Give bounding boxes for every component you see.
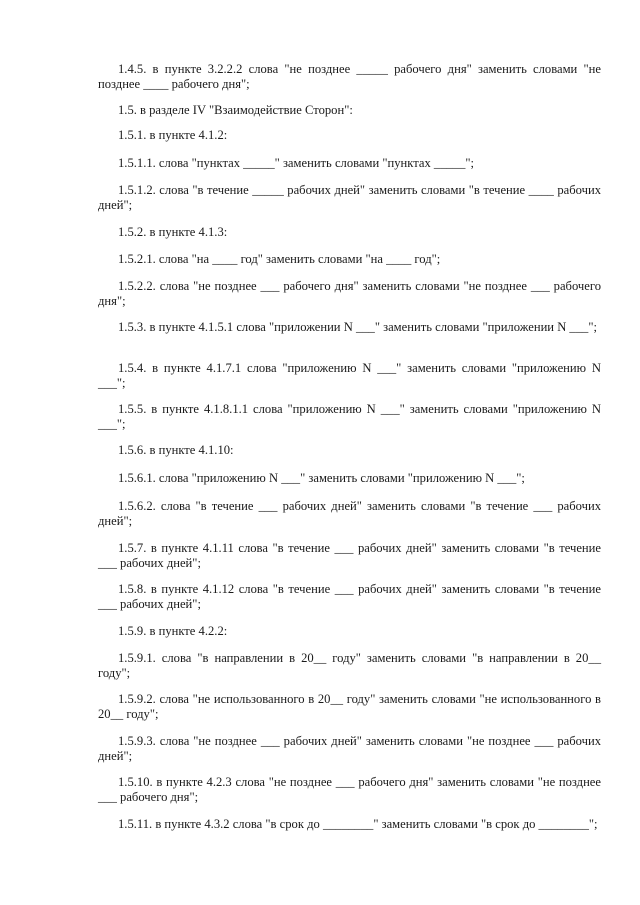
paragraph-1-5-1-2: 1.5.1.2. слова "в течение _____ рабочих дней" заменить словами "в течение ____ рабочих дней"; [98, 183, 601, 212]
paragraph-1-5-2-2: 1.5.2.2. слова "не позднее ___ рабочего дня" заменить словами "не позднее ___ рабочего дня"; [98, 279, 601, 308]
paragraph-1-5-9-1: 1.5.9.1. слова "в направлении в 20__ году" заменить словами "в направлении в 20__ году"; [98, 651, 601, 680]
paragraph-1-5-6-2: 1.5.6.2. слова "в течение ___ рабочих дней" заменить словами "в течение ___ рабочих дней"; [98, 499, 601, 528]
paragraph-1-5-6-1: 1.5.6.1. слова "приложению N ___" заменить словами "приложению N ___"; [118, 471, 525, 485]
paragraph-1-5-5: 1.5.5. в пункте 4.1.8.1.1 слова "приложению N ___" заменить словами "приложению N ___"; [98, 402, 601, 431]
paragraph-1-5-8: 1.5.8. в пункте 4.1.12 слова "в течение ___ рабочих дней" заменить словами "в течение ___ рабочих дней"; [98, 582, 601, 611]
paragraph-1-5-2: 1.5.2. в пункте 4.1.3: [118, 225, 228, 239]
paragraph-1-5-1: 1.5.1. в пункте 4.1.2: [118, 128, 228, 142]
paragraph-1-5-3: 1.5.3. в пункте 4.1.5.1 слова "приложении N ___" заменить словами "приложении N ___"; [118, 320, 597, 334]
paragraph-1-5-9-3: 1.5.9.3. слова "не позднее ___ рабочих дней" заменить словами "не позднее ___ рабочих дней"; [98, 734, 601, 763]
paragraph-1-5-1-1: 1.5.1.1. слова "пунктах _____" заменить словами "пунктах _____"; [118, 156, 475, 170]
paragraph-1-5-2-1: 1.5.2.1. слова "на ____ год" заменить словами "на ____ год"; [118, 252, 441, 266]
paragraph-1-5-9: 1.5.9. в пункте 4.2.2: [118, 624, 228, 638]
paragraph-1-5-10: 1.5.10. в пункте 4.2.3 слова "не позднее ___ рабочего дня" заменить словами "не позднее ___ рабочего дня"; [98, 775, 601, 804]
paragraph-1-5-11: 1.5.11. в пункте 4.3.2 слова "в срок до ________" заменить словами "в срок до ________"; [118, 817, 598, 831]
paragraph-1-5: 1.5. в разделе IV "Взаимодействие Сторон": [118, 103, 353, 117]
paragraph-1-5-9-2: 1.5.9.2. слова "не использованного в 20__ году" заменить словами "не использованного в 20__ году"; [98, 692, 601, 721]
paragraph-1-4-5: 1.4.5. в пункте 3.2.2.2 слова "не позднее _____ рабочего дня" заменить словами "не позднее ____ рабочего дня"; [98, 62, 601, 91]
paragraph-1-5-4: 1.5.4. в пункте 4.1.7.1 слова "приложению N ___" заменить словами "приложению N ___"; [98, 361, 601, 390]
paragraph-1-5-6: 1.5.6. в пункте 4.1.10: [118, 443, 234, 457]
paragraph-1-5-7: 1.5.7. в пункте 4.1.11 слова "в течение ___ рабочих дней" заменить словами "в течение ___ рабочих дней"; [98, 541, 601, 570]
